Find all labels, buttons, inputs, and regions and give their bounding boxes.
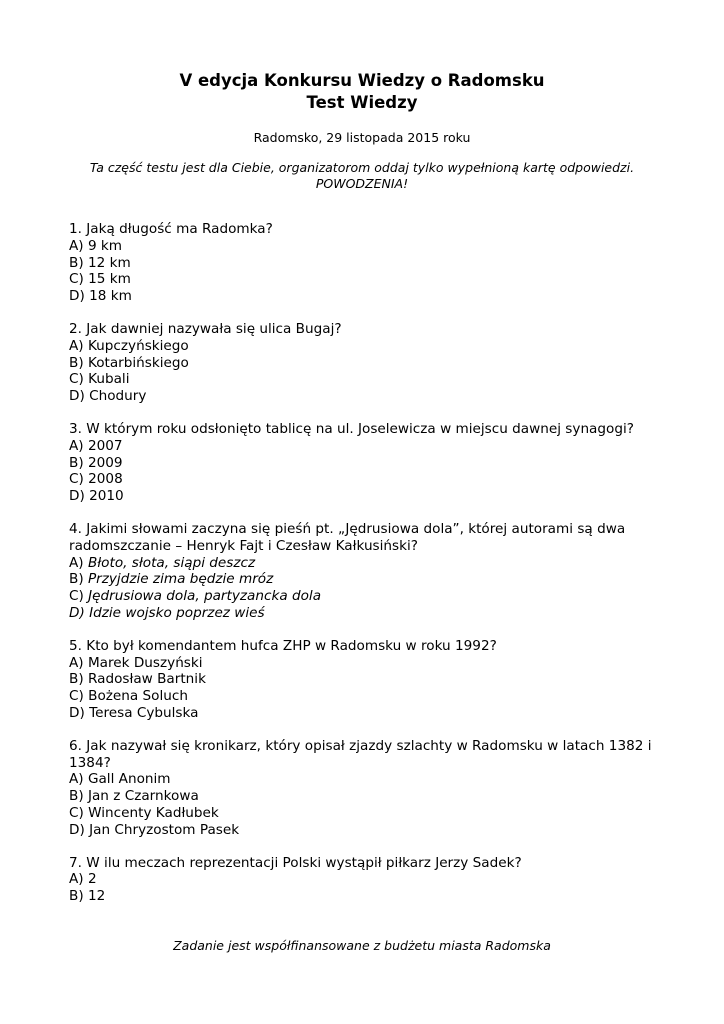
answer-option-c [69, 271, 669, 288]
option-letter: D) [69, 488, 85, 505]
question-3 [69, 421, 669, 505]
option-text: Błoto, słota, siąpi deszcz [87, 554, 256, 571]
option-letter: B) [69, 671, 84, 688]
option-text: Jan z Czarnkowa [87, 788, 199, 805]
answer-option-d [69, 488, 669, 505]
answer-option-b [69, 571, 669, 588]
answer-option-b [69, 355, 669, 372]
answer-option-b [69, 671, 669, 688]
answer-option-c [69, 371, 669, 388]
answer-option-b [69, 455, 669, 472]
question-text: 3. W którym roku odsłonięto tablicę na ul. Joselewicza w miejscu dawnej synagogi? [69, 420, 634, 437]
option-letter: D) [69, 288, 85, 305]
answer-option-a [69, 871, 669, 888]
option-letter: A) [69, 337, 84, 354]
option-letter: C) [69, 804, 84, 821]
option-letter: C) [69, 588, 84, 605]
option-text: Jan Chryzostom Pasek [89, 821, 240, 838]
question-text: 4. Jakimi słowami zaczyna się pieśń pt. „Jędrusiowa dola”, której autorami są dwa radomszczanie – Henryk Fajt i Czesław Kałkusiński? [69, 520, 626, 554]
answer-option-d [69, 288, 669, 305]
option-text: Teresa Cybulska [89, 704, 199, 721]
option-text: Gall Anonim [87, 771, 171, 788]
answer-option-a [69, 655, 669, 672]
document-date: Radomsko, 29 listopada 2015 roku [253, 130, 471, 145]
option-text: Radosław Bartnik [87, 671, 206, 688]
option-letter: B) [69, 571, 84, 588]
option-letter: C) [69, 371, 84, 388]
answer-option-d [69, 705, 669, 722]
option-text: Przyjdzie zima będzie mróz [87, 571, 274, 588]
option-letter: B) [69, 354, 84, 371]
option-text: 2008 [88, 471, 123, 488]
answer-option-a [69, 771, 669, 788]
option-letter: A) [69, 654, 84, 671]
answer-option-c [69, 805, 669, 822]
option-text: Chodury [89, 388, 147, 405]
answer-option-a [69, 438, 669, 455]
option-letter: A) [69, 437, 84, 454]
answer-option-b [69, 888, 669, 905]
document-subtitle: Test Wiedzy [306, 93, 418, 112]
option-letter: B) [69, 888, 84, 905]
option-text: Marek Duszyński [87, 654, 203, 671]
question-text: 5. Kto był komendantem hufca ZHP w Radomsku w roku 1992? [69, 637, 497, 654]
answer-option-d [69, 605, 669, 622]
option-text: Kubali [88, 371, 130, 388]
answer-option-b [69, 788, 669, 805]
option-letter: A) [69, 554, 84, 571]
option-letter: D) [69, 821, 85, 838]
answer-option-c [69, 688, 669, 705]
option-text: Wincenty Kadłubek [88, 804, 219, 821]
option-text: Idzie wojsko poprzez wieś [89, 604, 265, 621]
option-letter: B) [69, 788, 84, 805]
option-text: 15 km [88, 271, 131, 288]
option-letter: D) [69, 604, 85, 621]
option-letter: B) [69, 454, 84, 471]
option-text: 18 km [89, 288, 132, 305]
option-text: 12 [87, 888, 106, 905]
question-6 [69, 738, 669, 839]
option-letter: C) [69, 271, 84, 288]
option-letter: D) [69, 388, 85, 405]
option-text: 2007 [87, 437, 123, 454]
question-4 [69, 521, 669, 622]
option-letter: B) [69, 254, 84, 271]
option-text: 12 km [87, 254, 131, 271]
intro-instruction: Ta część testu jest dla Ciebie, organizatorom oddaj tylko wypełnioną kartę odpowiedzi. [89, 160, 635, 175]
question-7 [69, 855, 669, 905]
option-letter: C) [69, 471, 84, 488]
answer-option-a [69, 338, 669, 355]
question-text: 1. Jaką długość ma Radomka? [69, 221, 273, 237]
question-2 [69, 321, 669, 405]
answer-option-d [69, 822, 669, 839]
answer-option-c [69, 471, 669, 488]
option-text: 2009 [87, 454, 123, 471]
option-letter: A) [69, 871, 84, 888]
answer-option-b [69, 255, 669, 272]
option-text: Jędrusiowa dola, partyzancka dola [88, 588, 322, 605]
question-text: 7. W ilu meczach reprezentacji Polski wystąpił piłkarz Jerzy Sadek? [69, 854, 522, 871]
question-list [69, 221, 669, 921]
question-1 [69, 221, 669, 305]
document-title: V edycja Konkursu Wiedzy o Radomsku [179, 71, 545, 90]
option-text: Bożena Soluch [88, 688, 188, 705]
option-text: 9 km [87, 237, 123, 254]
answer-option-d [69, 388, 669, 405]
answer-option-a [69, 555, 669, 572]
option-text: 2 [87, 871, 97, 888]
answer-option-c [69, 588, 669, 605]
funding-footer: Zadanie jest współfinansowane z budżetu miasta Radomska [173, 938, 551, 953]
option-letter: C) [69, 688, 84, 705]
option-text: Kupczyńskiego [87, 337, 189, 354]
answer-option-a [69, 238, 669, 255]
option-text: Kotarbińskiego [87, 354, 189, 371]
intro-good-luck: POWODZENIA! [315, 176, 409, 191]
question-5 [69, 638, 669, 722]
question-text: 2. Jak dawniej nazywała się ulica Bugaj? [69, 320, 342, 337]
option-letter: A) [69, 771, 84, 788]
option-letter: A) [69, 237, 84, 254]
option-text: 2010 [89, 488, 124, 505]
option-letter: D) [69, 704, 85, 721]
question-text: 6. Jak nazywał się kronikarz, który opisał zjazdy szlachty w Radomsku w latach 1382 i 1384? [69, 737, 652, 771]
